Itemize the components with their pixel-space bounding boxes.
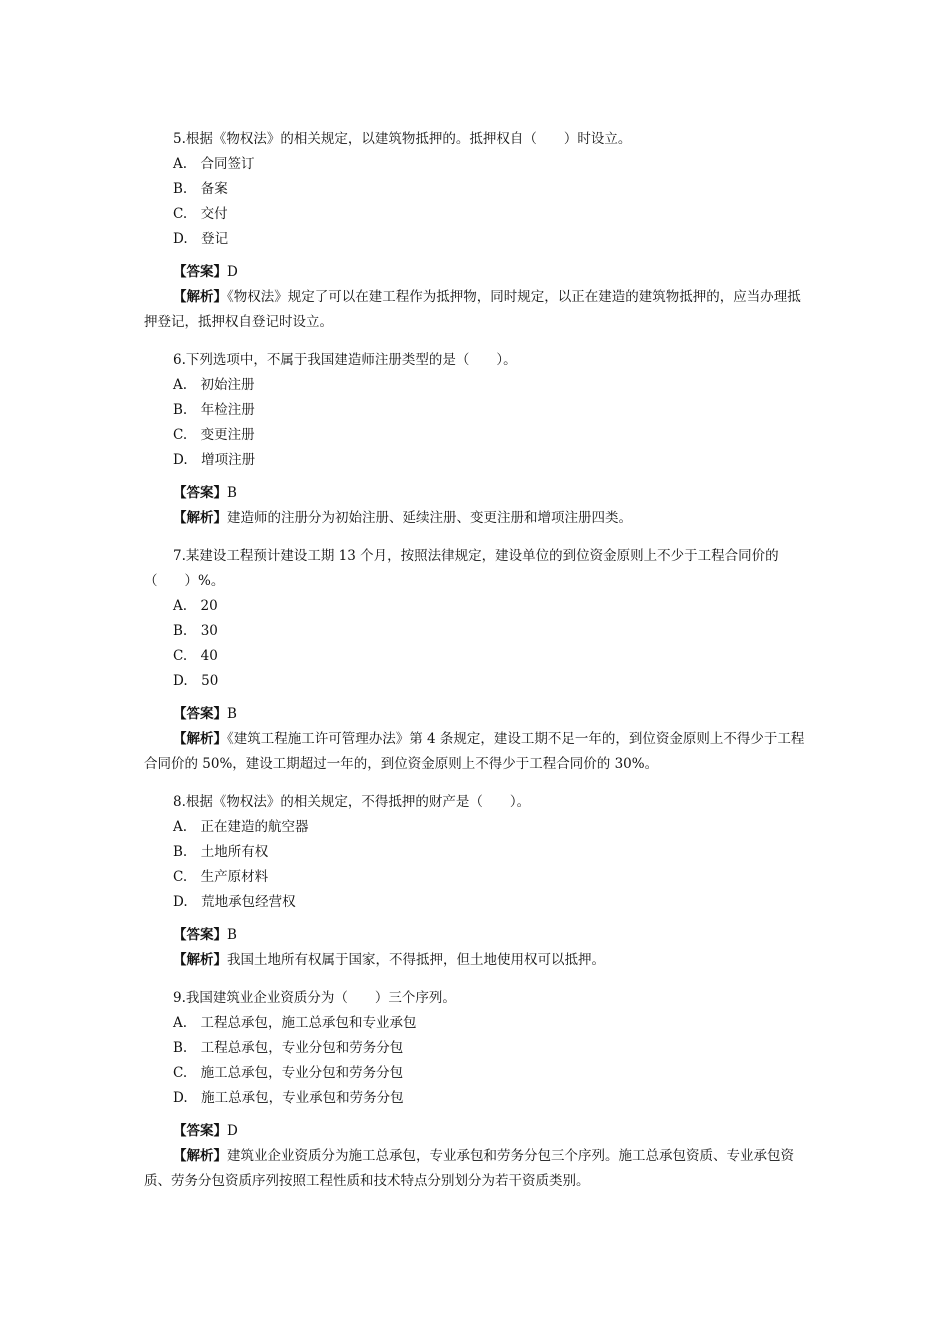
answer-value: B xyxy=(227,485,237,501)
explanation-line xyxy=(144,1144,808,1194)
option-a: A. 合同签订 xyxy=(173,156,255,172)
answer-tag: 【答案】 xyxy=(173,485,227,501)
option-d: D. 施工总承包，专业承包和劳务分包 xyxy=(173,1090,404,1106)
explanation-line xyxy=(144,727,808,777)
option-d: D. 增项注册 xyxy=(173,452,256,468)
explanation-tag: 【解析】 xyxy=(173,952,227,968)
option-a: A. 工程总承包，施工总承包和专业承包 xyxy=(173,1015,417,1031)
document-page xyxy=(144,127,808,1207)
explanation-line xyxy=(144,506,808,531)
explanation-line xyxy=(144,948,808,973)
option-d: D. 50 xyxy=(173,673,219,689)
explanation-text: 《建筑工程施工许可管理办法》第 4 条规定，建设工期不足一年的，到位资金原则上不得少于工程合同价的 50%，建设工期超过一年的，到位资金原则上不得少于工程合同价的 30%。 xyxy=(144,731,805,772)
answer-tag: 【答案】 xyxy=(173,264,227,280)
option-b: B. 备案 xyxy=(173,181,228,197)
explanation-text: 建造师的注册分为初始注册、延续注册、变更注册和增项注册四类。 xyxy=(227,510,632,526)
answer-line xyxy=(144,923,808,948)
explanation-tag: 【解析】 xyxy=(173,731,227,747)
question-7 xyxy=(144,544,808,777)
explanation-text: 建筑业企业资质分为施工总承包，专业承包和劳务分包三个序列。施工总承包资质、专业承包资质、劳务分包资质序列按照工程性质和技术特点分别划分为若干资质类别。 xyxy=(144,1148,794,1189)
option-a: A. 20 xyxy=(173,598,218,614)
option-b: B. 工程总承包，专业分包和劳务分包 xyxy=(173,1040,404,1056)
question-8 xyxy=(144,790,808,973)
question-9 xyxy=(144,986,808,1194)
answer-value: D xyxy=(227,1123,238,1139)
option-d: D. 登记 xyxy=(173,231,229,247)
question-6 xyxy=(144,348,808,531)
explanation-text: 《物权法》规定了可以在建工程作为抵押物，同时规定，以正在建造的建筑物抵押的，应当办理抵押登记，抵押权自登记时设立。 xyxy=(144,289,801,330)
answer-tag: 【答案】 xyxy=(173,706,227,722)
answer-line xyxy=(144,260,808,285)
question-5 xyxy=(144,127,808,335)
answer-line xyxy=(144,1119,808,1144)
question-stem: 8.根据《物权法》的相关规定，不得抵押的财产是（ ）。 xyxy=(173,794,531,810)
explanation-tag: 【解析】 xyxy=(173,1148,227,1164)
option-c: C. 变更注册 xyxy=(173,427,255,443)
option-c: C. 40 xyxy=(173,648,218,664)
option-a: A. 正在建造的航空器 xyxy=(173,819,309,835)
answer-value: B xyxy=(227,706,237,722)
answer-line xyxy=(144,481,808,506)
option-a: A. 初始注册 xyxy=(173,377,255,393)
question-stem: 7.某建设工程预计建设工期 13 个月，按照法律规定，建设单位的到位资金原则上不少于工程合同价的（ ）%。 xyxy=(144,548,779,589)
answer-value: D xyxy=(227,264,238,280)
option-c: C. 施工总承包，专业分包和劳务分包 xyxy=(173,1065,404,1081)
question-stem: 5.根据《物权法》的相关规定，以建筑物抵押的。抵押权自（ ）时设立。 xyxy=(173,131,632,147)
explanation-text: 我国土地所有权属于国家，不得抵押，但土地使用权可以抵押。 xyxy=(227,952,605,968)
answer-tag: 【答案】 xyxy=(173,1123,227,1139)
explanation-line xyxy=(144,285,808,335)
option-c: C. 生产原材料 xyxy=(173,869,269,885)
option-b: B. 30 xyxy=(173,623,218,639)
question-stem: 6.下列选项中，不属于我国建造师注册类型的是（ ）。 xyxy=(173,352,517,368)
option-c: C. 交付 xyxy=(173,206,228,222)
explanation-tag: 【解析】 xyxy=(173,289,227,305)
answer-tag: 【答案】 xyxy=(173,927,227,943)
explanation-tag: 【解析】 xyxy=(173,510,227,526)
answer-line xyxy=(144,702,808,727)
option-b: B. 土地所有权 xyxy=(173,844,269,860)
option-d: D. 荒地承包经营权 xyxy=(173,894,296,910)
answer-value: B xyxy=(227,927,237,943)
option-b: B. 年检注册 xyxy=(173,402,255,418)
question-stem: 9.我国建筑业企业资质分为（ ）三个序列。 xyxy=(173,990,456,1006)
